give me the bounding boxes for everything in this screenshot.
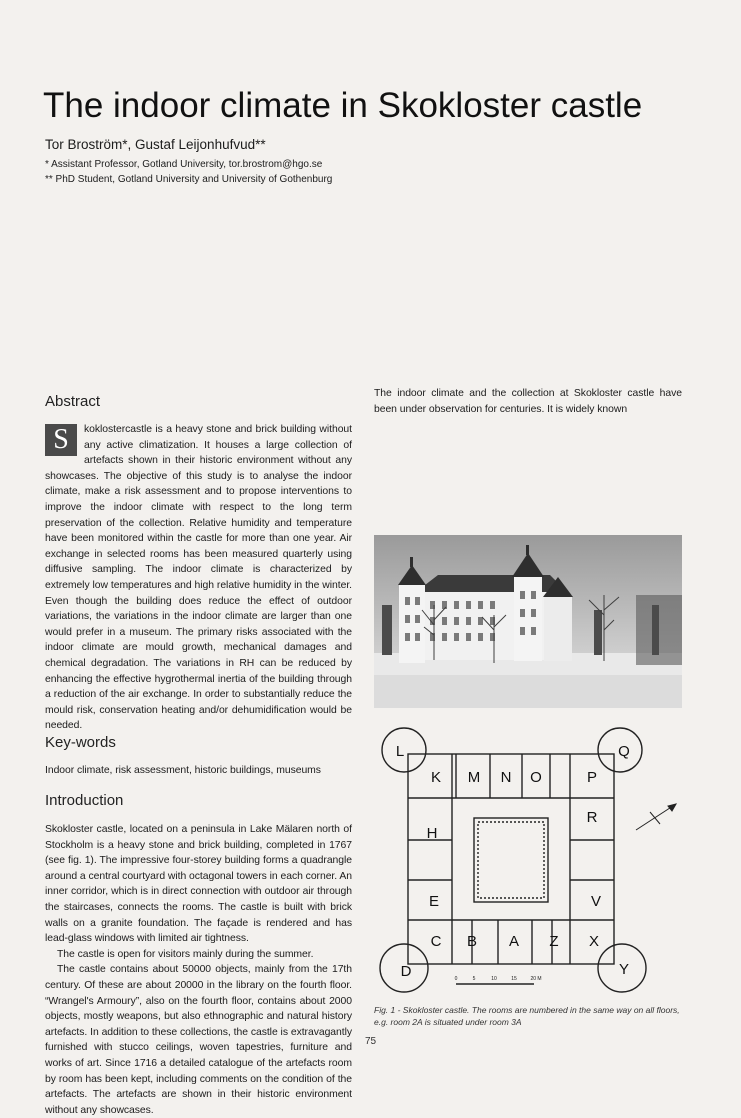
room-label-D: D bbox=[400, 963, 412, 980]
figure-caption: Fig. 1 - Skokloster castle. The rooms are numbered in the same way on all floors, e.g. room 2A is situated under room 3A bbox=[374, 1005, 680, 1027]
keywords-heading: Key-words bbox=[45, 734, 116, 751]
svg-text:15: 15 bbox=[511, 976, 517, 982]
castle-photograph bbox=[374, 535, 682, 708]
dropcap: S bbox=[45, 424, 77, 456]
article-title: The indoor climate in Skokloster castle bbox=[43, 86, 643, 125]
room-label-V: V bbox=[590, 893, 602, 910]
intro-paragraph-2: The castle is open for visitors mainly during the summer. bbox=[57, 948, 314, 960]
keywords-text: Indoor climate, risk assessment, historic buildings, museums bbox=[45, 765, 321, 776]
introduction-col-right bbox=[374, 386, 682, 417]
room-label-H: H bbox=[426, 825, 438, 842]
svg-text:20 M: 20 M bbox=[530, 976, 542, 982]
room-label-A: A bbox=[508, 933, 520, 950]
svg-text:10: 10 bbox=[491, 976, 497, 982]
affiliation-2: ** PhD Student, Gotland University and University of Gothenburg bbox=[45, 174, 333, 185]
room-label-B: B bbox=[466, 933, 478, 950]
room-label-E: E bbox=[428, 893, 440, 910]
abstract-heading: Abstract bbox=[45, 393, 101, 410]
abstract-body bbox=[45, 422, 352, 734]
room-label-N: N bbox=[500, 769, 512, 786]
room-label-X: X bbox=[588, 933, 600, 950]
room-label-O: O bbox=[530, 769, 542, 786]
svg-text:0: 0 bbox=[454, 976, 458, 982]
scale-bar bbox=[455, 976, 542, 984]
introduction-col-left bbox=[45, 822, 352, 1116]
room-label-Q: Q bbox=[618, 743, 630, 760]
room-label-C: C bbox=[430, 933, 442, 950]
room-label-P: P bbox=[586, 769, 598, 786]
floor-plan bbox=[374, 720, 682, 998]
svg-text:5: 5 bbox=[472, 976, 476, 982]
room-label-K: K bbox=[430, 769, 442, 786]
introduction-heading: Introduction bbox=[45, 792, 124, 809]
room-label-R: R bbox=[586, 809, 598, 826]
affiliation-1: * Assistant Professor, Gotland University, tor.brostrom@hgo.se bbox=[45, 159, 323, 170]
room-label-L: L bbox=[395, 743, 405, 760]
intro-paragraph-3: The castle contains about 50000 objects, mainly from the 17th century. Of these are about 20000 in the library on the fourth floor. “Wrangel's Armoury”, also on the fourth floor, contains about 2000 objects, mostly weapons, but also ethnographic and natural history artefacts. In addition to these collections, the castle is extravagantly furnished with stucco ceilings, woven tapestries, furniture and works of art. Since 1716 a detailed catalogue of the artefacts room by room has been kept, including comments on the condition of the artefacts. The artefacts are shown in their historic environment without any showcases. bbox=[45, 964, 352, 1116]
abstract-text: koklostercastle is a heavy stone and brick building without any active climatization. It houses a large collection of artefacts shown in their historic environment without any showcases. The objective of this study is to analyse the indoor climate, make a risk assessment and to propose interventions to improve the indoor climate with respect to the long term preservation of the collection. Relative humidity and temperature have been monitored within the castle for more than one year. Air exchange in selected rooms has been measured quarterly using diffusive sampling. The indoor climate is characterized by extremely low temperatures and high relative humidity in the winter. Even though the building does reduce the effect of outdoor variations, the variations in the indoor climate are larger than one would prefer in a museum. The primary risks associated with the indoor climate are mould growth, mechanical damages and chemical degradation. The variations in RH can be reduced by enhancing the effective hygrothermal inertia of the building through a reduction of the air exchange. In order to substantially reduce the mould risk, conservation heating and/or dehumidification would be needed. bbox=[45, 424, 352, 732]
north-arrow bbox=[636, 804, 676, 830]
intro-paragraph-4: The indoor climate and the collection at Skokloster castle have been under observation for centuries. It is widely known bbox=[374, 388, 682, 415]
room-label-M: M bbox=[467, 769, 481, 786]
page-number: 75 bbox=[364, 1036, 377, 1047]
intro-paragraph-1: Skokloster castle, located on a peninsula in Lake Mälaren north of Stockholm is a heavy stone and brick building, completed in 1767 (see fig. 1). The impressive four-storey building forms a quadrangle around a central courtyard with octagonal towers in each corner. An inner corridor, which is in direct connection with outdoor air through the staircases, connects the rooms. The castle is built with brick walls on a granite foundation. The façade is rendered and has lead-glass windows with limited air tightness. bbox=[45, 824, 352, 945]
room-label-Y: Y bbox=[618, 961, 630, 978]
authors: Tor Broström*, Gustaf Leijonhufvud** bbox=[45, 137, 266, 152]
room-label-Z: Z bbox=[549, 933, 559, 950]
